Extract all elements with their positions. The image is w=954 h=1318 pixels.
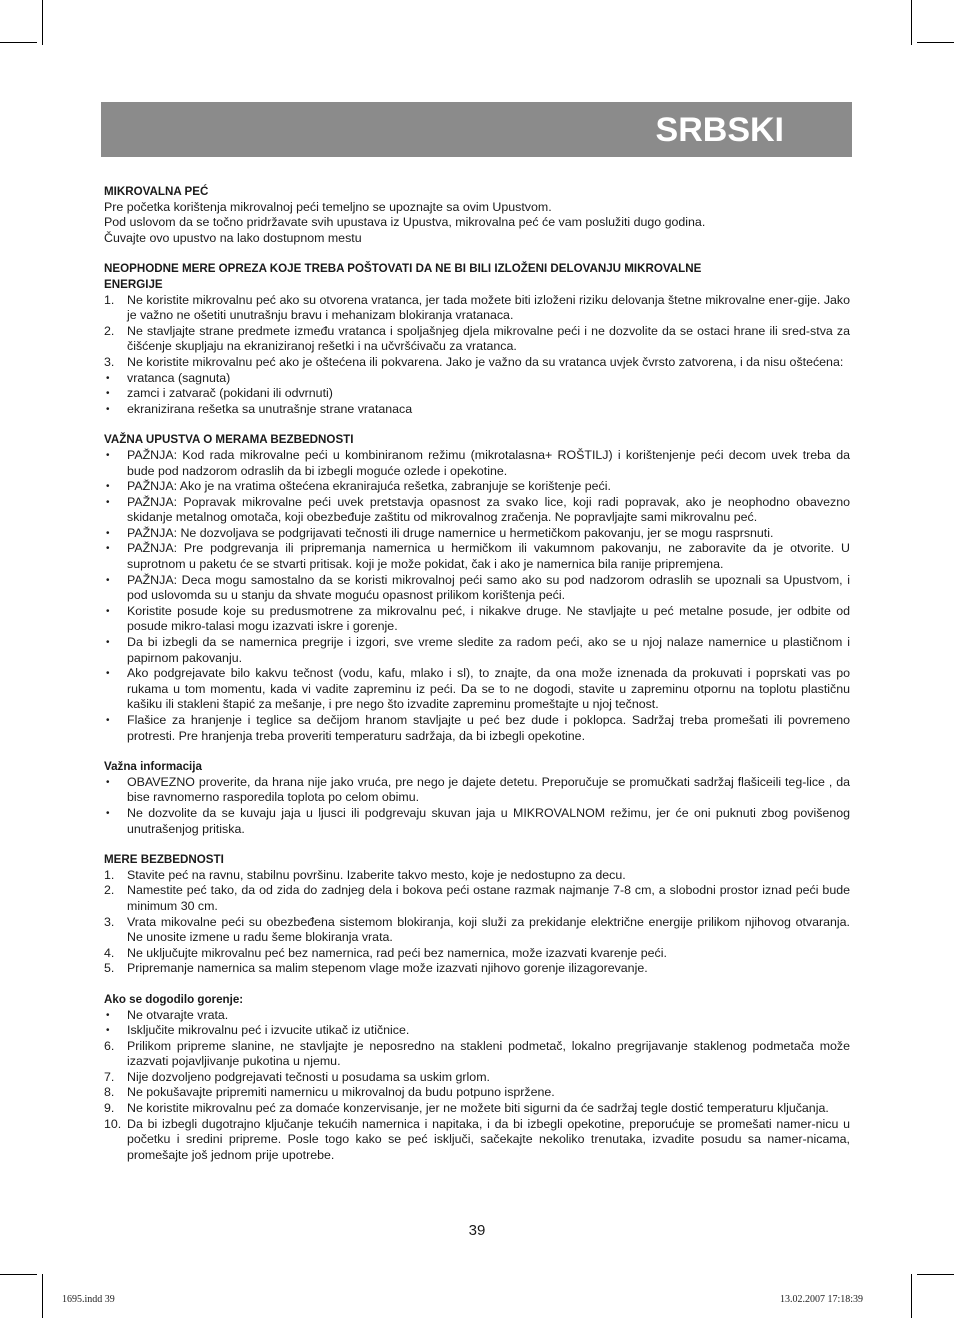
list-item: • PAŽNJA: Popravak mikrovalne peći uvek pretstavja opasnost za svako lice, koji radi popravak, ako je neophodno obavezno skidanje metalnog omotača, koji obezbeđuje zaštitu od mikrovalnog zračenja. Ne popravljajte sami mikrovalnu peć. xyxy=(106,494,850,525)
section-title-precautions-cont: ENERGIJE xyxy=(104,277,163,291)
list-item: • zamci i zatvarač (pokidani ili odvrnuti) xyxy=(106,386,333,401)
list-item: • PAŽNJA: Pre podgrevanja ili pripremanja namernica u hermičkom ili vakumnom pakovanju, ne zaboravite da je otvorite. U suprotnom u paketu će se stvarti pritisak. koji je može pokidat, čak i ako je namernica bila ranije pripremjena. xyxy=(106,541,850,572)
date-slug: 13.02.2007 17:18:39 xyxy=(780,1294,864,1305)
list-item: • ekranizirana rešetka sa unutrašnje strane vratanaca xyxy=(106,401,413,416)
crop-mark xyxy=(911,0,912,45)
list-item: 10. Da bi izbegli dugotrajno ključanje tekućih namernica i napitaka, i da bi izbegli opekotine, preporućuje se promešati namer-nicu u početku i sredini pripreme. Posle togo kako se peć isključi, sačekajte nekoliko trenutaka, izvadite posudu sa namer-nicama, promešajte još jednom prije upotrebe. xyxy=(104,1116,850,1162)
language-title: SRBSKI xyxy=(655,111,784,149)
list-item: 1. Stavite peć na ravnu, stabilnu površinu. Izaberite takvo mesto, koje je nedostupno za decu. xyxy=(104,867,626,882)
list-item: 7. Nije dozvoljeno podgrejavati tečnosti u posudama sa uskim grlom. xyxy=(104,1069,490,1084)
page-number: 39 xyxy=(468,1222,486,1239)
list-item: 9. Ne koristite mikrovalnu peć za domaće konzervisanje, jer ne možete biti sigurni da će sadržaj tegle dostić temperaturu ključanja. xyxy=(104,1101,829,1116)
section-title-safety-instructions: VAŽNA UPUSTVA O MERAMA BEZBEDNOSTI xyxy=(104,433,354,447)
language-header-bar xyxy=(101,102,852,157)
list-item: • PAŽNJA: Ne dozvoljava se podgrijavati tečnosti ili druge namernice u hermetičkom pakovanju, jer se mogu rasprsnuti. xyxy=(106,525,774,540)
crop-mark xyxy=(0,42,37,43)
section-title-precautions: NEOPHODNE MERE OPREZA KOJE TREBA POŠTOVATI DA NE BI BILI IZLOŽENI DELOVANJU MIKROVALNE xyxy=(104,262,702,276)
crop-mark xyxy=(911,1274,912,1318)
crop-mark xyxy=(42,0,43,45)
list-item: • Ako podgrejavate bilo kakvu tečnost (vodu, kafu, mlako i sl), to znajte, da ona može iznenada da prokuvati i poprskati vas po rukama u tom momentu, kada vi vadite zapreminu iz peći. Da se to ne dogodi, stavite u zapreminu otpornu na toplotu plastičnu kašiku ili stakleni štapić za mešanje, i pre nego što izvadite zapreminu promeštajte u njoj tečnost. xyxy=(106,666,850,712)
list-item: • PAŽNJA: Deca mogu samostalno da se koristi mikrovalnoj peći samo ako su pod nadzorom odraslih se upoznali sa Upustvom, i pod uslovomda su u stanju da shvate moguću opasnost prilikom korištenja peći. xyxy=(106,572,850,603)
file-slug: 1695.indd 39 xyxy=(62,1294,115,1305)
document-body xyxy=(104,184,850,1163)
list-item: • Da bi izbegli da se namernica pregrije i izgori, sve vreme sledite za radom peći, ako se u njoj nalaze namernice u plastičnom i papirnom pakovanju. xyxy=(106,635,850,665)
list-item: • OBAVEZNO proverite, da hrana nije jako vruća, pre nego je dajete detetu. Preporučuje se promučkati sadržaj flašiceili teg-lice , da bise ravnomerno rasporedila toplota po celom obimu. xyxy=(106,774,850,805)
list-item: 6. Prilikom pripreme slanine, ne stavljajte je neposredno na stakleni podmetač, lokalno pregrijavanje staklenog podmetača može izazvati pojavljivanje pukotina u njemu. xyxy=(104,1038,850,1069)
list-item: • Ne dozvolite da se kuvaju jaja u ljusci ili podgrevaju skuvan jaja u MIKROVALNOM režimu, jer će oni puknuti zbog povišenog unutrašenjog pritiska. xyxy=(106,805,850,836)
list-item: 3. Ne koristite mikrovalnu peć ako je oštećena ili pokvarena. Jako je važno da su vratanca uvjek čvrsto zatvorena, i da nisu oštećena: xyxy=(104,354,844,369)
section-title-microwave: MIKROVALNA PEĆ xyxy=(104,185,209,198)
list-item: • PAŽNJA: Kod rada mikrovalne peći u kombiniranom režimu (mikrotalasna+ ROŠTILJ) i korištenjenje peći decom uvek treba da bude pod nadzorom odraslih da bi izbegli moguće ozlede i opekotine. xyxy=(106,447,850,478)
list-item: 5. Pripremanje namernica sa malim stepenom vlage može izazvati njihovo gorenje ilizagorevanje. xyxy=(104,961,648,976)
section-title-important-info: Važna informacija xyxy=(104,760,202,774)
crop-mark xyxy=(42,1274,43,1318)
intro-line: Čuvajte ovo upustvo na lako dostupnom mestu xyxy=(104,230,362,245)
crop-mark xyxy=(0,1274,37,1275)
intro-line: Pod uslovom da se točno pridržavate svih upustava iz Upustva, mikrovalna peć će vam poslužiti dugo godina. xyxy=(104,215,706,230)
list-item: • Isključite mikrovalnu peć i izvucite utikač iz utičnice. xyxy=(106,1023,410,1038)
list-item: • Koristite posude koje su predusmotrene za mikrovalnu peć, i nikakve druge. Ne stavljajte u peć metalne posude, jer odbite od posude mikro-talasi mogu izazvati iskre i gorenje. xyxy=(106,603,850,634)
section-title-safety-measures: MERE BEZBEDNOSTI xyxy=(104,853,224,867)
list-item: 1. Ne koristite mikrovalnu peć ako su otvorena vratanca, jer tada možete biti izloženi riziku delovanja štetne mikrovalne ener-gije. Jako je važno ne ošetiti unutrašnju bravu i mehanizam blokiranja vratanaca. xyxy=(104,292,850,323)
list-item: • vratanca (sagnuta) xyxy=(106,370,231,385)
intro-line: Pre početka korištenja mikrovalnoj peći temeljno se upoznajte sa ovim Upustvom. xyxy=(104,199,552,214)
crop-mark xyxy=(917,1274,954,1275)
section-title-fire: Ako se dogodilo gorenje: xyxy=(104,992,244,1006)
list-item: • PAŽNJA: Ako je na vratima oštećena ekranirajuća rešetka, zabranjuje se korištenje peći. xyxy=(106,479,611,494)
list-item: 2. Ne stavljajte strane predmete između vratanca i spoljašnjeg djela mikrovalne peći i ne dozvolite da se ostaci hrane ili sred-stva za čišćenje skupljaju na ekraniziranoj rešetki i na učvršćivaču za vratanca. xyxy=(104,323,850,354)
crop-mark xyxy=(917,42,954,43)
list-item: 2. Namestite peć tako, da od zida do zadnjeg dela i bokova peći ostane razmak najmanje 7-8 cm, a slobodni prostor iznad peći bude minimum 30 cm. xyxy=(104,883,850,913)
list-item: 4. Ne uključujte mikrovalnu peć bez namernica, rad peći bez namernica, može izazvati kvarenje peći. xyxy=(104,945,667,960)
list-item: 8. Ne pokušavajte pripremiti namernicu u mikrovalnoj da budu potpuno ispržene. xyxy=(104,1085,555,1100)
list-item: • Ne otvarajte vrata. xyxy=(106,1007,229,1022)
list-item: 3. Vrata mikovalne peći su obezbeđena sistemom blokiranja, koji služi za prekidanje električne energije prilikom njihovog otvaranja. Ne unosite izmene u radu šeme blokiranja vrata. xyxy=(104,914,850,945)
list-item: • Flašice za hranjenje i teglice sa dečijom hranom stavljajte u peć bez dude i poklopca. Sadržaj treba promešati ili povremeno protresti. Pre hranjenja treba proveriti temperaturu sadržaja, da bi izbegli opekotine. xyxy=(106,713,850,743)
